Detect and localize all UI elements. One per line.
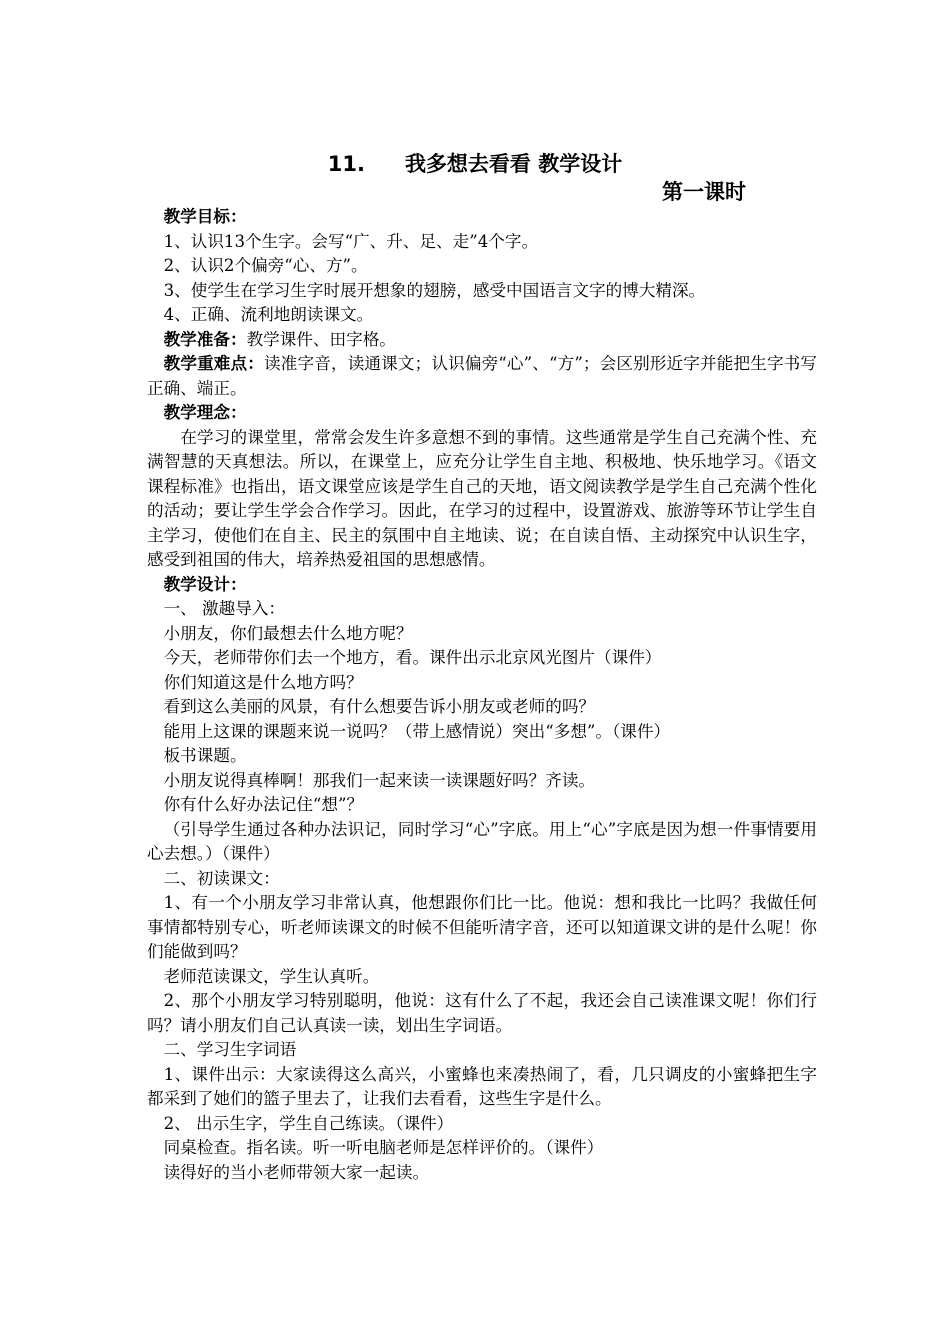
lesson-title: 我多想去看看 教学设计 [404,152,623,176]
key-points-paragraph [147,352,817,401]
design-line: 今天，老师带你们去一个地方，看。课件出示北京风光图片（课件） [163,648,662,667]
document-title [0,148,950,178]
design-line: 1、有一个小朋友学习非常认真，他想跟你们比一比。他说：想和我比一比吗？我做任何事情都特别专心，听老师读课文的时候不但能听清字音，还可以知道课文讲的是什么呢！你们能做到吗？ [147,893,817,961]
design-line: （引导学生通过各种办法识记，同时学习“心”字底。用上“心”字底是因为想一件事情要用心去想。）（课件） [147,819,817,863]
objectives-heading: 教学目标： [163,207,247,226]
preparation-heading: 教学准备： [163,329,247,349]
philosophy-heading: 教学理念： [163,403,247,422]
design-line: 你有什么好办法记住“想”？ [163,795,364,814]
objective-item: 4、正确、流利地朗读课文。 [163,305,374,324]
key-points-heading: 教学重难点： [163,354,265,373]
lesson-period: 第一课时 [662,180,746,204]
preparation-paragraph [147,328,817,353]
objective-item: 3、使学生在学习生字时展开想象的翅膀，感受中国语言文字的博大精深。 [163,280,706,300]
objective-item: 2、认识2个偏旁“心、方”。 [163,256,368,275]
philosophy-text: 在学习的课堂里，常常会发生许多意想不到的事情。这些通常是学生自己充满个性、充满智慧的天真想法。所以，在课堂上，应充分让学生自主地、积极地、快乐地学习。《语文课程标准》也指出，语文课堂应该是学生自己的天地，语文阅读教学是学生自己充满个性化的活动；要让学生学会合作学习。因此，在学习的过程中，设置游戏、旅游等环节让学生自主学习，使他们在自主、民主的氛围中自主地读、说；在自读自悟、主动探究中认识生字，感受到祖国的伟大，培养热爱祖国的思想感情。 [147,427,817,569]
preparation-text: 教学课件、田字格。 [246,329,396,349]
design-line: 同桌检查。指名读。听一听电脑老师是怎样评价的。（课件） [163,1138,604,1157]
section-heading: 二、初读课文： [163,868,280,888]
document-body [147,205,817,1185]
design-line: 小朋友说得真棒啊！那我们一起来读一读课题好吗？齐读。 [163,770,596,790]
design-line: 2、那个小朋友学习特别聪明，他说：这有什么了不起，我还会自己读准课文呢！你们行吗？请小朋友们自己认真读一读，划出生字词语。 [147,991,817,1035]
design-line: 读得好的当小老师带领大家一起读。 [163,1162,430,1182]
design-line: 2、 出示生字，学生自己练读。（课件） [163,1113,454,1133]
design-line: 1、课件出示：大家读得这么高兴，小蜜蜂也来凑热闹了，看，几只调皮的小蜜蜂把生字都采到了她们的篮子里去了，让我们去看看，这些生字是什么。 [147,1064,817,1108]
design-line: 小朋友，你们最想去什么地方呢？ [163,623,413,643]
design-line: 你们知道这是什么地方吗？ [163,672,363,692]
key-points-text: 读准字音，读通课文；认识偏旁“心”、“方”；会区别形近字并能把生字书写正确、端正。 [147,354,818,398]
design-line: 看到这么美丽的风景，有什么想要告诉小朋友或老师的吗？ [163,697,596,716]
design-line: 老师范读课文，学生认真听。 [163,966,380,986]
design-line: 能用上这课的课题来说一说吗？（带上感情说）突出“多想”。（课件） [163,721,671,741]
lesson-number: 11. [327,152,365,176]
section-heading: 二、学习生字词语 [163,1040,297,1059]
design-heading: 教学设计： [163,574,247,594]
section-heading: 一、 激趣导入： [163,599,286,618]
design-line: 板书课题。 [163,746,247,765]
objective-item: 1、认识13个生字。会写“广、升、足、走”4个字。 [163,231,539,251]
